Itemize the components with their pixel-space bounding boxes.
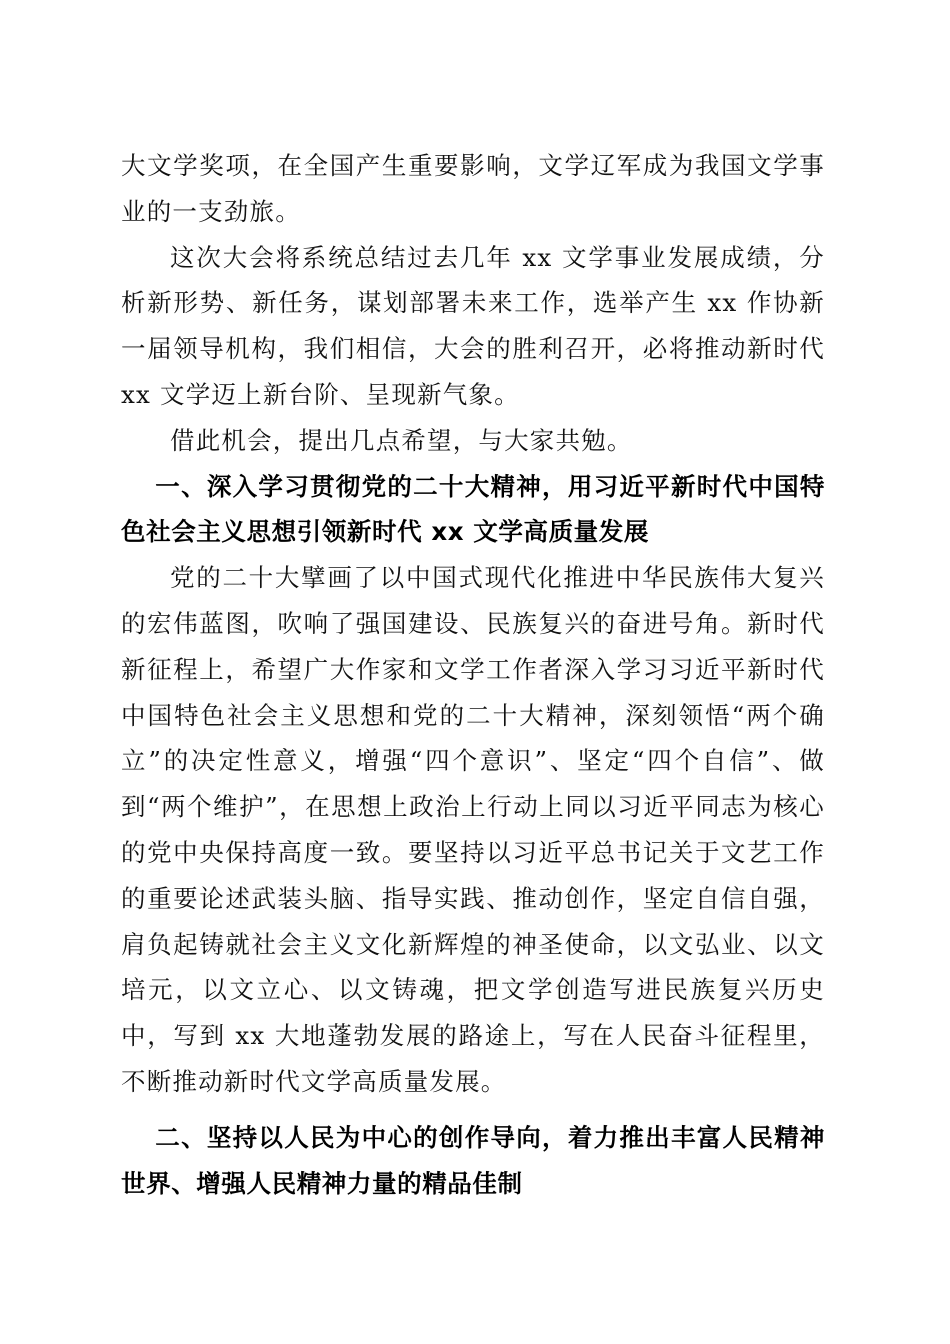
paragraph-continuation: 大文学奖项，在全国产生重要影响，文学辽军成为我国文学事业的一支劲旅。 — [121, 151, 825, 226]
section-heading-one: 一、深入学习贯彻党的二十大精神，用习近平新时代中国特色社会主义思想引领新时代 xx 文学高质量发展 — [121, 471, 825, 547]
paragraph-congress-summary: 这次大会将系统总结过去几年 xx 文学事业发展成绩，分析新形势、新任务，谋划部署未来工作，选举产生 xx 作协新一届领导机构，我们相信，大会的胜利召开，必将推动新时代 xx 文学迈上新台阶、呈现新气象。 — [121, 242, 825, 409]
paragraph-hopes-intro: 借此机会，提出几点希望，与大家共勉。 — [170, 425, 633, 455]
document-body — [121, 143, 825, 1206]
section-heading-two: 二、坚持以人民为中心的创作导向，着力推出丰富人民精神世界、增强人民精神力量的精品佳制 — [121, 1122, 825, 1198]
paragraph-section-one-body: 党的二十大擘画了以中国式现代化推进中华民族伟大复兴的宏伟蓝图，吹响了强国建设、民族复兴的奋进号角。新时代新征程上，希望广大作家和文学工作者深入学习习近平新时代中国特色社会主义思想和党的二十大精神，深刻领悟“两个确立”的决定性意义，增强“四个意识”、坚定“四个自信”、做到“两个维护”，在思想上政治上行动上同以习近平同志为核心的党中央保持高度一致。要坚持以习近平总书记关于文艺工作的重要论述武装头脑、指导实践、推动创作，坚定自信自强，肩负起铸就社会主义文化新辉煌的神圣使命，以文弘业、以文培元，以文立心、以文铸魂，把文学创造写进民族复兴历史中，写到 xx 大地蓬勃发展的路途上，写在人民奋斗征程里，不断推动新时代文学高质量发展。 — [121, 563, 825, 1096]
